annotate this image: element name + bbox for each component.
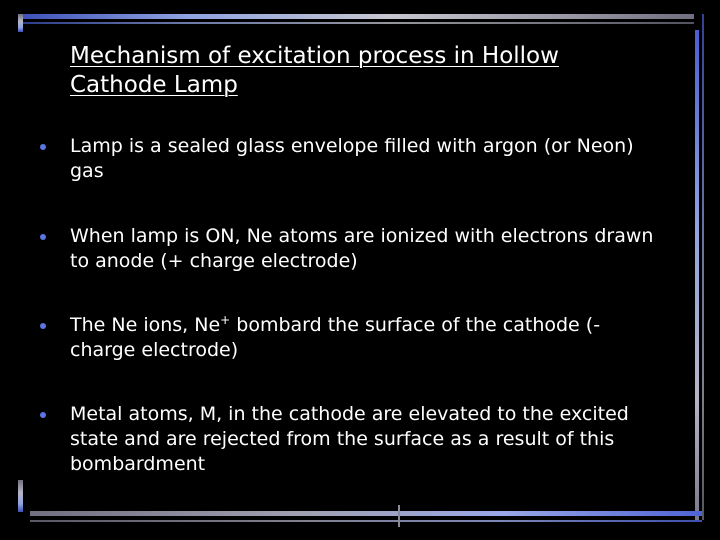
bullet-dot-icon [40, 323, 46, 329]
bullet-text-pre: The Ne ions, Ne [70, 314, 221, 336]
right-border-bar-outer [702, 14, 704, 520]
left-border-bar-lower [18, 480, 23, 512]
bullet-dot-icon [40, 144, 46, 150]
bullet-dot-icon [40, 234, 46, 240]
bullet-dot-icon [40, 412, 46, 418]
bullet-text: Metal atoms, M, in the cathode are elevated to the excited state and are rejected from the surface as a result of this bombardment [70, 403, 629, 475]
right-border-bar [695, 30, 699, 520]
bullet-item [70, 402, 660, 477]
bottom-border-bar-thin [30, 520, 702, 522]
bullet-text: Lamp is a sealed glass envelope filled with argon (or Neon) gas [70, 135, 634, 182]
bullet-text [70, 314, 600, 361]
superscript-plus: + [220, 313, 231, 327]
bullet-text-post: bombard the surface of the cathode (-charge electrode) [70, 314, 601, 361]
top-border-bar-thin [18, 22, 694, 24]
slide-title: Mechanism of excitation process in Hollow Cathode Lamp [70, 43, 559, 98]
bullet-item [70, 134, 660, 184]
bottom-divider-tick [398, 505, 400, 527]
bullet-text: When lamp is ON, Ne atoms are ionized with electrons drawn to anode (+ charge electrode) [70, 225, 654, 272]
bullet-item [70, 224, 660, 274]
top-border-bar [18, 14, 694, 19]
bullet-item [70, 313, 660, 363]
bottom-border-bar [30, 511, 702, 516]
left-border-bar [18, 14, 23, 32]
